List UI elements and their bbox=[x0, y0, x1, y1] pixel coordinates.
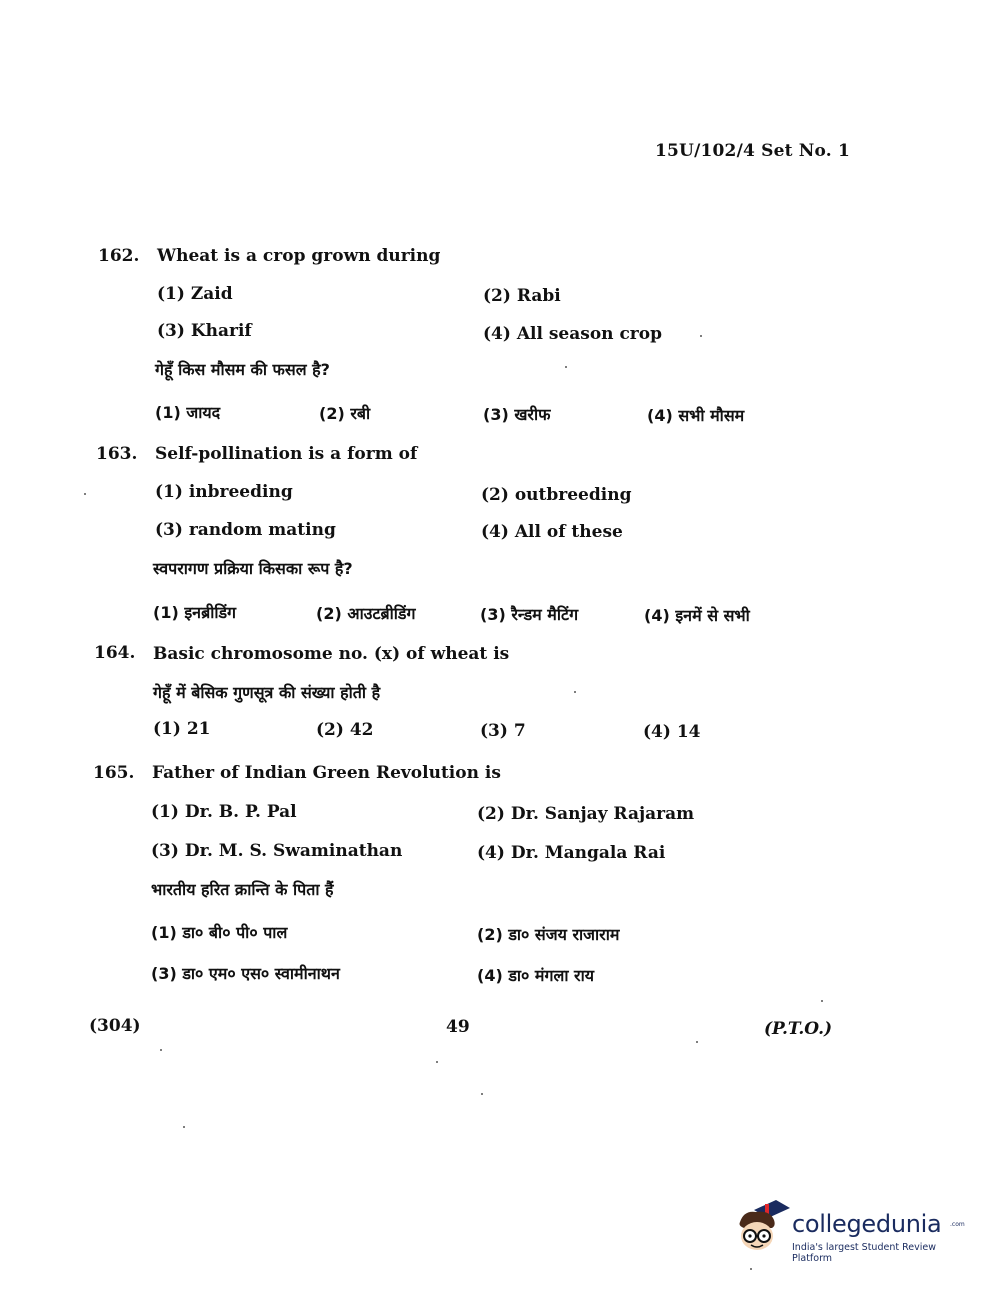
collegedunia-watermark bbox=[734, 1196, 964, 1262]
hindi-option-2: (2) रबी bbox=[319, 404, 371, 423]
watermark-brand: collegedunia bbox=[792, 1210, 942, 1238]
option-4: (4) 14 bbox=[643, 722, 701, 742]
paper-code: 15U/102/4 Set No. 1 bbox=[655, 141, 851, 161]
watermark-tagline: India's largest Student Review Platform bbox=[792, 1242, 936, 1264]
option-4: (4) All of these bbox=[481, 522, 623, 542]
option-2: (2) 42 bbox=[316, 720, 374, 740]
question-text: Father of Indian Green Revolution is bbox=[152, 763, 501, 783]
hindi-option-1: (1) इनब्रीडिंग bbox=[153, 603, 237, 622]
question-number: 163. bbox=[96, 444, 138, 464]
option-3: (3) Dr. M. S. Swaminathan bbox=[151, 841, 403, 861]
hindi-option-4: (4) इनमें से सभी bbox=[644, 606, 750, 625]
hindi-question-text: स्वपरागण प्रक्रिया किसका रूप है? bbox=[153, 559, 353, 578]
question-text: Self-pollination is a form of bbox=[155, 444, 418, 464]
option-4: (4) Dr. Mangala Rai bbox=[477, 843, 666, 863]
question-number: 165. bbox=[93, 763, 135, 783]
hindi-option-2: (2) डा० संजय राजाराम bbox=[477, 925, 620, 944]
question-number: 164. bbox=[94, 643, 136, 663]
option-3: (3) Kharif bbox=[157, 321, 252, 341]
hindi-option-1: (1) जायद bbox=[155, 403, 221, 422]
option-1: (1) 21 bbox=[153, 719, 211, 739]
option-3: (3) 7 bbox=[480, 721, 526, 741]
option-1: (1) Dr. B. P. Pal bbox=[151, 802, 297, 822]
hindi-question-text: भारतीय हरित क्रान्ति के पिता हैं bbox=[151, 880, 334, 899]
question-number: 162. bbox=[98, 246, 140, 266]
please-turn-over: (P.T.O.) bbox=[764, 1019, 833, 1039]
hindi-question-text: गेहूँ किस मौसम की फसल है? bbox=[155, 360, 330, 379]
question-text: Basic chromosome no. (x) of wheat is bbox=[153, 644, 510, 664]
option-3: (3) random mating bbox=[155, 520, 336, 540]
mascot-logo-icon bbox=[734, 1196, 792, 1262]
page-number: 49 bbox=[446, 1017, 470, 1037]
option-2: (2) Rabi bbox=[483, 286, 561, 306]
hindi-option-4: (4) सभी मौसम bbox=[647, 406, 745, 425]
question-text: Wheat is a crop grown during bbox=[157, 246, 441, 266]
option-1: (1) inbreeding bbox=[155, 482, 293, 502]
option-1: (1) Zaid bbox=[157, 284, 233, 304]
hindi-question-text: गेहूँ में बेसिक गुणसूत्र की संख्या होती है bbox=[153, 683, 381, 702]
option-2: (2) outbreeding bbox=[481, 485, 632, 505]
footer-paper-number: (304) bbox=[89, 1016, 141, 1036]
hindi-option-4: (4) डा० मंगला राय bbox=[477, 966, 595, 985]
hindi-option-3: (3) खरीफ bbox=[483, 405, 551, 424]
option-2: (2) Dr. Sanjay Rajaram bbox=[477, 804, 695, 824]
watermark-domain: .com bbox=[950, 1221, 965, 1228]
hindi-option-3: (3) रैन्डम मैटिंग bbox=[480, 605, 579, 624]
option-4: (4) All season crop bbox=[483, 324, 662, 344]
hindi-option-2: (2) आउटब्रीडिंग bbox=[316, 604, 416, 623]
hindi-option-1: (1) डा० बी० पी० पाल bbox=[151, 923, 288, 942]
hindi-option-3: (3) डा० एम० एस० स्वामीनाथन bbox=[151, 964, 340, 983]
